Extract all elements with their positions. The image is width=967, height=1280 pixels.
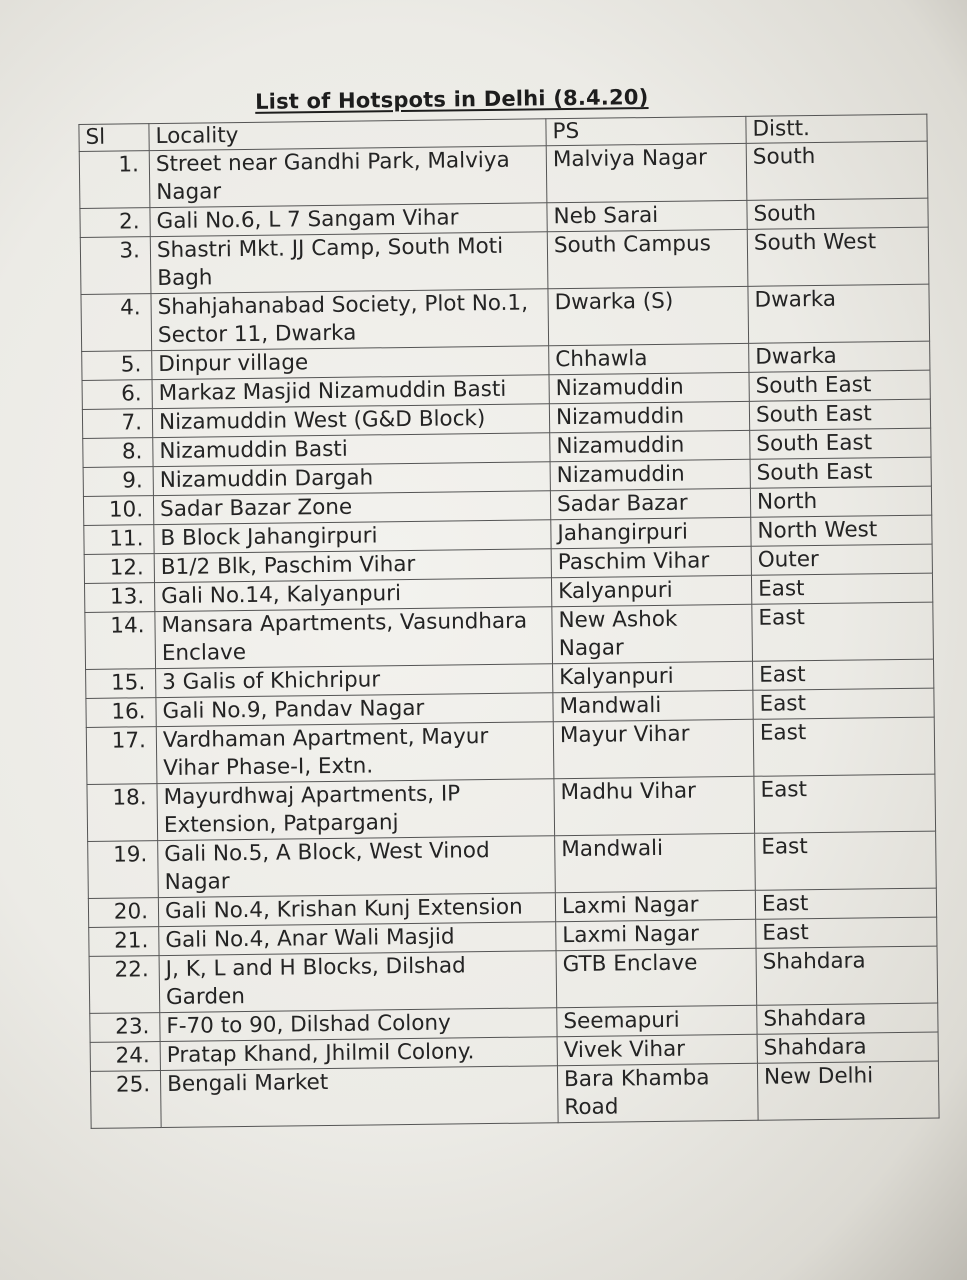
table-row (90, 1061, 939, 1128)
cell-locality: Gali No.4, Anar Wali Masjid (159, 922, 556, 956)
document-sheet (78, 82, 943, 1129)
cell-sl: 17. (86, 727, 157, 785)
cell-sl: 14. (85, 612, 156, 670)
cell-ps: Malviya Nagar (546, 143, 747, 202)
cell-locality: Gali No.6, L 7 Sangam Vihar (150, 203, 547, 237)
cell-ps: Nizamuddin (550, 459, 750, 490)
cell-sl: 21. (89, 927, 159, 957)
cell-sl: 3. (80, 237, 151, 295)
cell-locality: Gali No.5, A Block, West Vinod Nagar (158, 836, 556, 898)
cell-sl: 11. (84, 525, 154, 555)
cell-ps: GTB Enclave (556, 948, 757, 1007)
cell-ps: Kalyanpuri (553, 661, 753, 692)
cell-distt: Shahdara (756, 946, 938, 1005)
table-row (79, 141, 928, 208)
cell-distt: South East (750, 457, 931, 488)
cell-distt: East (753, 688, 934, 719)
cell-locality: Gali No.9, Pandav Nagar (156, 693, 553, 727)
cell-ps: Jahangirpuri (551, 517, 751, 548)
cell-ps: Chhawla (549, 343, 749, 374)
cell-locality: Sadar Bazar Zone (153, 491, 550, 525)
cell-sl: 15. (86, 669, 156, 699)
cell-locality: Mayurdhwaj Apartments, IP Extension, Patparganj (157, 779, 555, 841)
cell-locality: Markaz Masjid Nizamuddin Basti (152, 375, 549, 409)
cell-sl: 7. (82, 409, 152, 439)
cell-ps: Seemapuri (557, 1005, 757, 1036)
table-body (79, 141, 939, 1128)
cell-locality: Street near Gandhi Park, Malviya Nagar (149, 146, 547, 208)
cell-ps: Nizamuddin (549, 372, 749, 403)
cell-locality: Nizamuddin Basti (153, 433, 550, 467)
cell-distt: East (751, 573, 932, 604)
header-distt: Distt. (746, 114, 927, 143)
cell-ps: Nizamuddin (550, 430, 750, 461)
header-locality: Locality (149, 119, 546, 151)
cell-distt: Dwarka (749, 341, 930, 372)
cell-distt: Outer (751, 544, 932, 575)
cell-sl: 5. (82, 351, 152, 381)
document-title: List of Hotspots in Delhi (8.4.20) (254, 85, 649, 114)
cell-sl: 6. (82, 380, 152, 410)
cell-distt: North West (751, 515, 932, 546)
cell-sl: 23. (90, 1013, 160, 1043)
cell-ps: Mayur Vihar (553, 719, 754, 778)
header-sl: Sl (79, 124, 149, 152)
cell-sl: 4. (81, 294, 152, 352)
cell-locality: Nizamuddin Dargah (153, 462, 550, 496)
table-row (86, 717, 935, 784)
cell-locality: Bengali Market (160, 1066, 558, 1128)
cell-sl: 24. (90, 1042, 160, 1072)
cell-locality: Gali No.4, Krishan Kunj Extension (158, 893, 555, 927)
cell-sl: 2. (80, 208, 150, 238)
cell-locality: Dinpur village (152, 346, 549, 380)
cell-distt: New Delhi (757, 1061, 939, 1120)
table-row (85, 602, 934, 669)
cell-distt: East (752, 602, 934, 661)
cell-distt: East (753, 659, 934, 690)
cell-ps: Mandwali (555, 833, 756, 892)
cell-ps: Dwarka (S) (548, 286, 749, 345)
cell-distt: North (750, 486, 931, 517)
cell-locality: Shahjahanabad Society, Plot No.1, Sector 11, Dwarka (151, 289, 549, 351)
cell-distt: South West (747, 227, 929, 286)
cell-ps: Bara Khamba Road (557, 1063, 758, 1122)
cell-locality: Vardhaman Apartment, Mayur Vihar Phase-I, Extn. (156, 722, 554, 784)
header-ps: PS (546, 116, 746, 145)
cell-sl: 20. (88, 898, 158, 928)
cell-ps: Laxmi Nagar (556, 919, 756, 950)
table-row (87, 774, 936, 841)
cell-ps: Sadar Bazar (550, 488, 750, 519)
cell-locality: 3 Galis of Khichripur (156, 664, 553, 698)
cell-locality: Nizamuddin West (G&D Block) (152, 404, 549, 438)
cell-sl: 18. (87, 784, 158, 842)
table-row (81, 284, 930, 351)
cell-sl: 25. (90, 1071, 161, 1129)
cell-sl: 1. (79, 151, 150, 209)
cell-ps: Kalyanpuri (551, 575, 751, 606)
cell-ps: Madhu Vihar (554, 776, 755, 835)
cell-distt: South East (749, 370, 930, 401)
cell-locality: Mansara Apartments, Vasundhara Enclave (155, 607, 553, 669)
cell-sl: 13. (85, 583, 155, 613)
cell-locality: Pratap Khand, Jhilmil Colony. (160, 1037, 557, 1071)
cell-locality: B Block Jahangirpuri (154, 520, 551, 554)
cell-distt: South (746, 141, 928, 200)
cell-locality: Gali No.14, Kalyanpuri (154, 578, 551, 612)
cell-ps: Vivek Vihar (557, 1034, 757, 1065)
cell-distt: East (753, 717, 935, 776)
cell-distt: Shahdara (757, 1032, 938, 1063)
cell-sl: 10. (83, 496, 153, 526)
cell-locality: Shastri Mkt. JJ Camp, South Moti Bagh (150, 232, 548, 294)
cell-ps: Mandwali (553, 690, 753, 721)
cell-locality: F-70 to 90, Dilshad Colony (160, 1008, 557, 1042)
cell-distt: East (755, 888, 936, 919)
cell-sl: 19. (88, 841, 159, 899)
cell-ps: Laxmi Nagar (555, 890, 755, 921)
cell-locality: B1/2 Blk, Paschim Vihar (154, 549, 551, 583)
cell-distt: South East (749, 399, 930, 430)
table-row (88, 831, 937, 898)
cell-ps: Nizamuddin (549, 401, 749, 432)
cell-sl: 8. (83, 438, 153, 468)
cell-sl: 12. (84, 554, 154, 584)
table-row (89, 946, 938, 1013)
cell-distt: East (754, 774, 936, 833)
cell-sl: 16. (86, 698, 156, 728)
cell-ps: Paschim Vihar (551, 546, 751, 577)
cell-distt: Dwarka (748, 284, 930, 343)
cell-sl: 9. (83, 467, 153, 497)
cell-distt: East (755, 831, 937, 890)
cell-locality: J, K, L and H Blocks, Dilshad Garden (159, 951, 557, 1013)
cell-ps: Neb Sarai (547, 200, 747, 231)
cell-distt: Shahdara (757, 1003, 938, 1034)
hotspots-table (78, 114, 939, 1129)
cell-ps: New Ashok Nagar (552, 604, 753, 663)
cell-distt: South (747, 198, 928, 229)
cell-distt: South East (750, 428, 931, 459)
table-row (80, 227, 929, 294)
cell-ps: South Campus (547, 229, 748, 288)
cell-sl: 22. (89, 956, 160, 1014)
cell-distt: East (756, 917, 937, 948)
